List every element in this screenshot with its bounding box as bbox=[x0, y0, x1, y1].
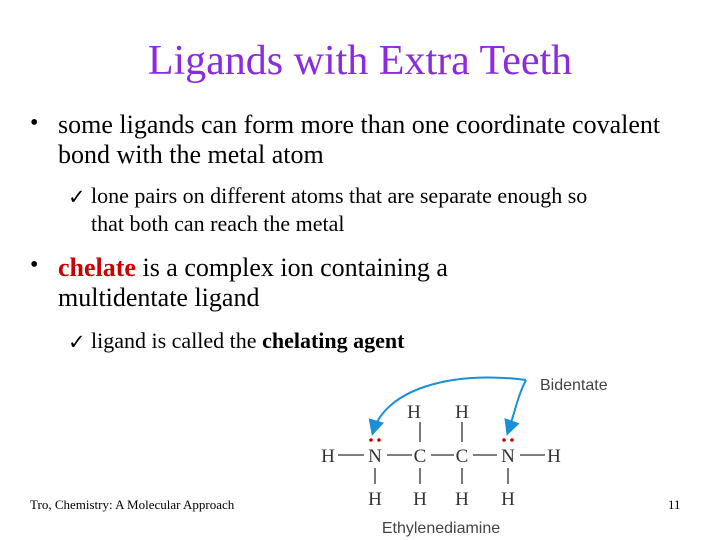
atom-h-bottom-3: H bbox=[455, 489, 469, 510]
bullet-1-marker: • bbox=[30, 110, 39, 136]
sub-2-text-block bbox=[91, 327, 691, 355]
chelating-agent-term: chelating agent bbox=[262, 328, 405, 353]
ethylenediamine-diagram bbox=[300, 360, 630, 540]
atom-h-top-2: H bbox=[455, 402, 469, 423]
bidentate-arrow-right bbox=[508, 380, 526, 432]
atom-n-1: N bbox=[368, 446, 382, 467]
atom-h-bottom-1: H bbox=[368, 489, 382, 510]
lone-pair-n1-dot-b bbox=[377, 438, 381, 442]
atom-h-bottom-4: H bbox=[501, 489, 515, 510]
atom-h-bottom-2: H bbox=[413, 489, 427, 510]
bidentate-label: Bidentate bbox=[540, 377, 608, 394]
atom-c-1: C bbox=[413, 446, 427, 467]
footer-source: Tro, Chemistry: A Molecular Approach bbox=[30, 497, 235, 512]
bullet-2-text-block bbox=[58, 253, 578, 313]
bullet-1-text: some ligands can form more than one coordinate covalent bond with the metal atom bbox=[58, 110, 661, 169]
lone-pair-n1-dot-a bbox=[369, 438, 373, 442]
atom-h-right: H bbox=[547, 446, 561, 467]
slide-title: Ligands with Extra Teeth bbox=[147, 38, 573, 84]
sub-2-check-icon: ✓ bbox=[68, 330, 86, 354]
page-number: 11 bbox=[668, 497, 681, 512]
sub-1-text: lone pairs on different atoms that are separate enough so that both can reach the metal bbox=[91, 183, 588, 236]
lone-pair-n2-dot-b bbox=[510, 438, 514, 442]
molecule-name-label: Ethylenediamine bbox=[381, 520, 501, 537]
bidentate-arrow-left bbox=[373, 377, 526, 432]
sub-2-text: ligand is called the bbox=[91, 328, 263, 353]
atom-h-left: H bbox=[321, 446, 335, 467]
sub-1-check-icon: ✓ bbox=[68, 185, 86, 209]
lone-pair-n2-dot-a bbox=[502, 438, 506, 442]
bullet-2-text: is a complex ion containing a multidentate ligand bbox=[58, 253, 448, 312]
chelate-term: chelate bbox=[58, 253, 136, 282]
atom-h-top-1: H bbox=[407, 402, 421, 423]
bullet-2-marker: • bbox=[30, 252, 39, 278]
atom-c-2: C bbox=[455, 446, 469, 467]
atom-n-2: N bbox=[501, 446, 515, 467]
